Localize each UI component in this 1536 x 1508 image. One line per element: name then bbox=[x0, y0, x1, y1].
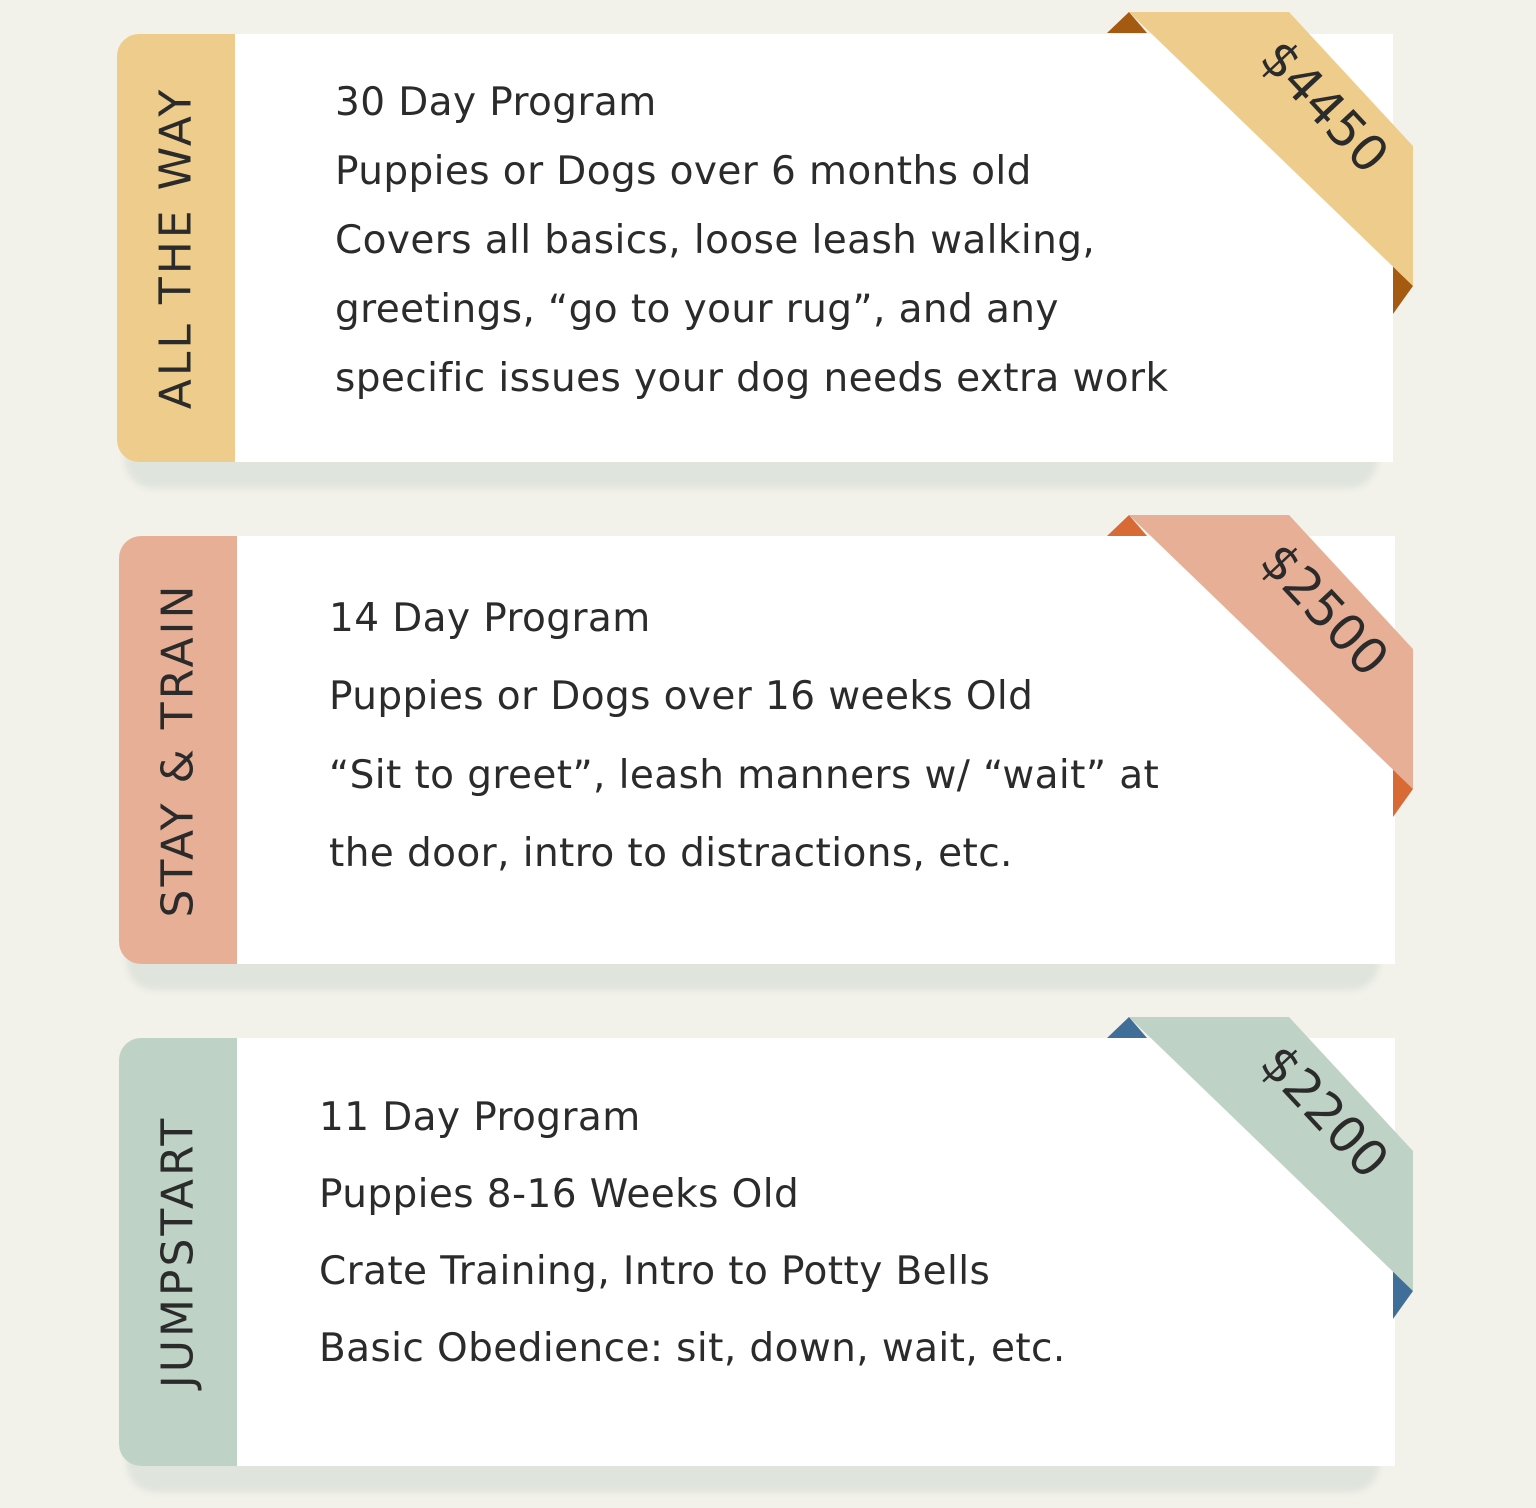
program-name: STAY & TRAIN bbox=[152, 582, 204, 918]
program-eligibility: Puppies 8-16 Weeks Old bbox=[319, 1172, 800, 1217]
program-description-line: specific issues your dog needs extra work bbox=[335, 356, 1169, 401]
program-description-line: Crate Training, Intro to Potty Bells bbox=[319, 1249, 991, 1294]
program-description-line: the door, intro to distractions, etc. bbox=[329, 831, 1013, 876]
program-tab bbox=[119, 536, 237, 964]
program-card-stay-and-train bbox=[119, 531, 1401, 964]
program-description-line: “Sit to greet”, leash manners w/ “wait” at bbox=[329, 753, 1160, 798]
program-description-line: Covers all basics, loose leash walking, bbox=[335, 218, 1096, 263]
program-eligibility: Puppies or Dogs over 16 weeks Old bbox=[329, 674, 1034, 719]
price-ribbon bbox=[1107, 1017, 1423, 1321]
program-duration: 11 Day Program bbox=[319, 1095, 641, 1140]
program-price: $2500 bbox=[1249, 531, 1401, 688]
program-description-line: greetings, “go to your rug”, and any bbox=[335, 287, 1059, 332]
program-name: JUMPSTART bbox=[152, 1115, 204, 1389]
program-name: ALL THE WAY bbox=[150, 86, 202, 410]
program-price: $4450 bbox=[1249, 28, 1401, 185]
program-duration: 14 Day Program bbox=[329, 596, 651, 641]
program-tab bbox=[117, 34, 235, 462]
program-description-line: Basic Obedience: sit, down, wait, etc. bbox=[319, 1326, 1066, 1371]
program-card-all-the-way bbox=[117, 28, 1401, 462]
program-price: $2200 bbox=[1249, 1033, 1401, 1190]
program-card-jumpstart bbox=[119, 1033, 1401, 1466]
price-ribbon bbox=[1107, 515, 1423, 819]
program-duration: 30 Day Program bbox=[335, 80, 657, 125]
program-tab bbox=[119, 1038, 237, 1466]
program-eligibility: Puppies or Dogs over 6 months old bbox=[335, 149, 1032, 194]
price-ribbon bbox=[1107, 12, 1423, 316]
